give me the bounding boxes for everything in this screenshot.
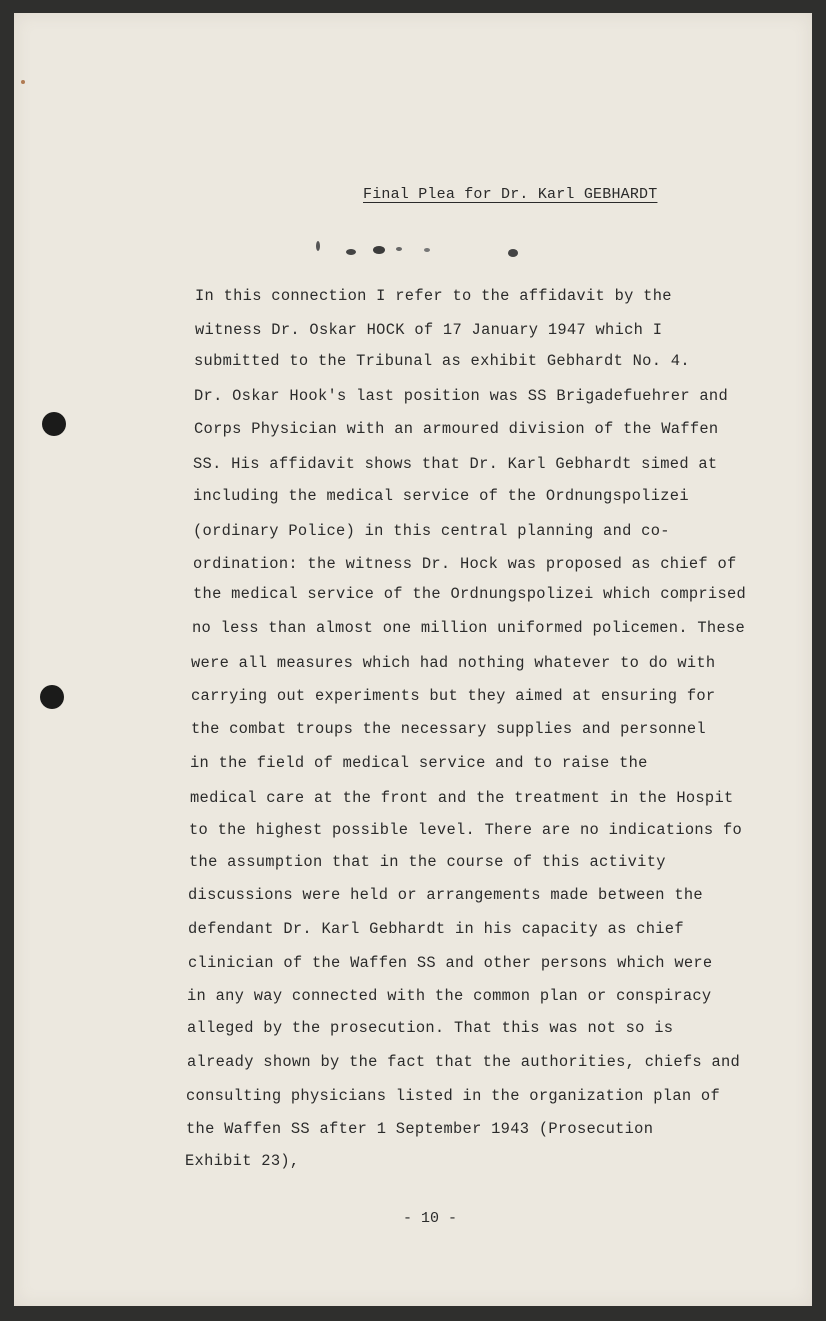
body-line: the combat troups the necessary supplies and personnel xyxy=(191,720,706,738)
body-line: Exhibit 23), xyxy=(185,1152,300,1170)
body-line: In this connection I refer to the affidavit by the xyxy=(195,287,672,305)
body-line: witness Dr. Oskar HOCK of 17 January 1947 which I xyxy=(195,321,663,339)
body-line: ordination: the witness Dr. Hock was proposed as chief of xyxy=(193,555,737,573)
body-line: in the field of medical service and to raise the xyxy=(190,754,648,772)
body-line: to the highest possible level. There are no indications fo xyxy=(189,821,743,839)
body-line: in any way connected with the common plan or conspiracy xyxy=(187,987,712,1005)
page-number: - 10 - xyxy=(403,1210,458,1227)
body-line: SS. His affidavit shows that Dr. Karl Gebhardt simed at xyxy=(193,455,718,473)
body-line: the assumption that in the course of this activity xyxy=(189,853,666,871)
body-line: already shown by the fact that the authorities, chiefs and xyxy=(187,1053,741,1071)
document-title: Final Plea for Dr. Karl GEBHARDT xyxy=(363,186,658,203)
body-line: discussions were held or arrangements made between the xyxy=(188,886,703,904)
body-line: consulting physicians listed in the organization plan of xyxy=(186,1087,721,1105)
body-line: medical care at the front and the treatment in the Hospit xyxy=(190,789,734,807)
body-line: no less than almost one million uniformed policemen. These xyxy=(192,619,746,637)
body-line: Corps Physician with an armoured division of the Waffen xyxy=(194,420,719,438)
body-line: including the medical service of the Ordnungspolizei xyxy=(193,487,689,505)
body-line: the Waffen SS after 1 September 1943 (Prosecution xyxy=(186,1120,654,1138)
body-line: defendant Dr. Karl Gebhardt in his capacity as chief xyxy=(188,920,684,938)
body-line: the medical service of the Ordnungspolizei which comprised xyxy=(193,585,747,603)
body-line: carrying out experiments but they aimed at ensuring for xyxy=(191,687,716,705)
body-line: alleged by the prosecution. That this was not so is xyxy=(187,1019,674,1037)
body-line: (ordinary Police) in this central planning and co- xyxy=(193,522,670,540)
body-line: were all measures which had nothing whatever to do with xyxy=(191,654,716,672)
body-line: clinician of the Waffen SS and other persons which were xyxy=(188,954,713,972)
body-line: Dr. Oskar Hook's last position was SS Brigadefuehrer and xyxy=(194,387,729,405)
body-line: submitted to the Tribunal as exhibit Gebhardt No. 4. xyxy=(194,352,690,370)
